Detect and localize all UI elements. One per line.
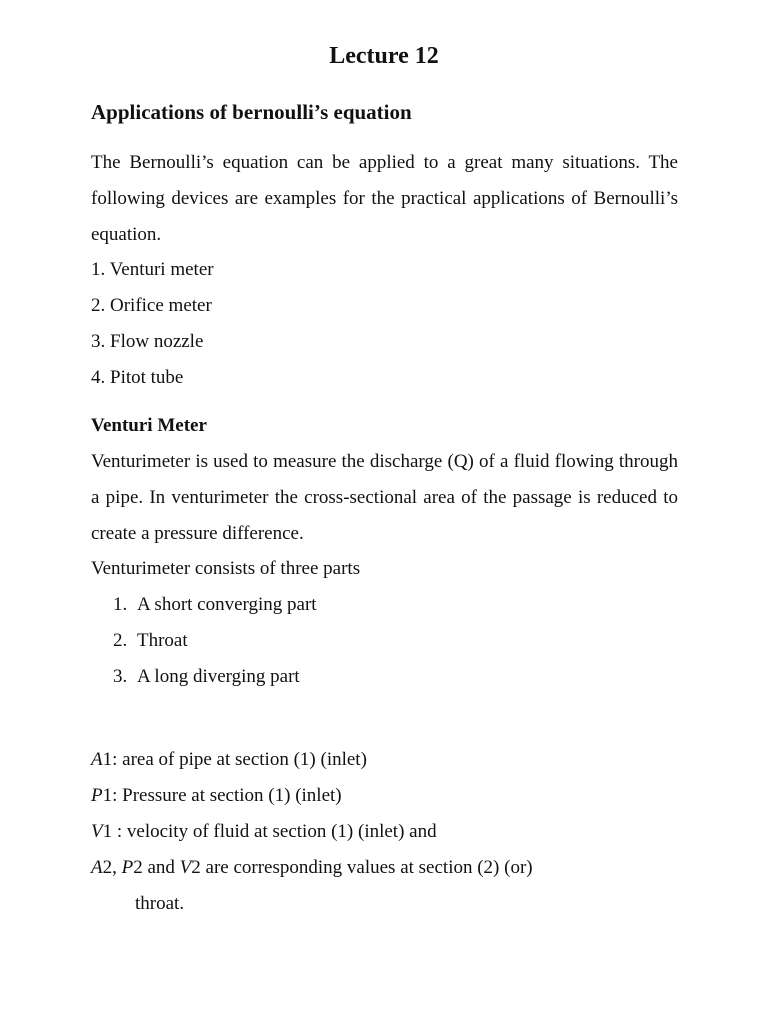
intro-paragraph: The Bernoulli’s equation can be applied to a great many situations. The following devices are examples for the practical applications of Bernoulli’s equation.	[91, 152, 678, 245]
definition-text: : Pressure at section (1) (inlet)	[112, 785, 342, 806]
list-item	[113, 659, 317, 695]
list-item	[113, 623, 317, 659]
definition-a2-p2-v2	[91, 850, 691, 886]
section-heading-applications: Applications of bernoulli’s equation	[91, 100, 412, 124]
definitions-list	[91, 742, 691, 922]
list-item: 4. Pitot tube	[91, 367, 184, 388]
subscript: 2	[102, 857, 113, 878]
symbol: A	[91, 857, 103, 878]
definition-continuation: throat.	[135, 893, 185, 914]
devices-list	[91, 252, 678, 396]
list-item: 1. Venturi meter	[91, 259, 214, 280]
definition-p1	[91, 778, 691, 814]
list-item	[113, 587, 317, 623]
definition-text: are corresponding values at section (2) (or)	[200, 857, 533, 878]
symbol: A	[91, 749, 103, 770]
definition-text: : velocity of fluid at section (1) (inlet) and	[112, 821, 437, 842]
section-heading-venturi-meter: Venturi Meter	[91, 415, 207, 436]
list-item: 3. Flow nozzle	[91, 331, 204, 352]
symbol: V	[179, 857, 192, 878]
conjunction: and	[142, 857, 180, 878]
parts-intro: Venturimeter consists of three parts	[91, 558, 361, 579]
definition-v1	[91, 814, 691, 850]
list-text: A short converging part	[137, 594, 317, 615]
definition-a1	[91, 742, 691, 778]
list-number: 3.	[113, 666, 128, 687]
list-text: Throat	[137, 630, 188, 651]
separator: ,	[112, 857, 122, 878]
symbol: P	[121, 857, 134, 878]
subscript: 1	[102, 785, 113, 806]
definition-text: : area of pipe at section (1) (inlet)	[112, 749, 367, 770]
parts-list	[113, 587, 317, 695]
subscript: 2	[191, 857, 201, 878]
subscript: 1	[102, 821, 113, 842]
subscript: 2	[133, 857, 143, 878]
list-item: 2. Orifice meter	[91, 295, 212, 316]
list-text: A long diverging part	[137, 666, 300, 687]
list-number: 2.	[113, 630, 128, 651]
list-number: 1.	[113, 594, 128, 615]
symbol: P	[91, 785, 103, 806]
symbol: V	[91, 821, 103, 842]
subscript: 1	[102, 749, 113, 770]
page-title: Lecture 12	[329, 43, 439, 69]
venturi-paragraph: Venturimeter is used to measure the discharge (Q) of a fluid flowing through a pipe. In venturimeter the cross-sectional area of the passage is reduced to create a pressure difference.	[91, 451, 678, 544]
